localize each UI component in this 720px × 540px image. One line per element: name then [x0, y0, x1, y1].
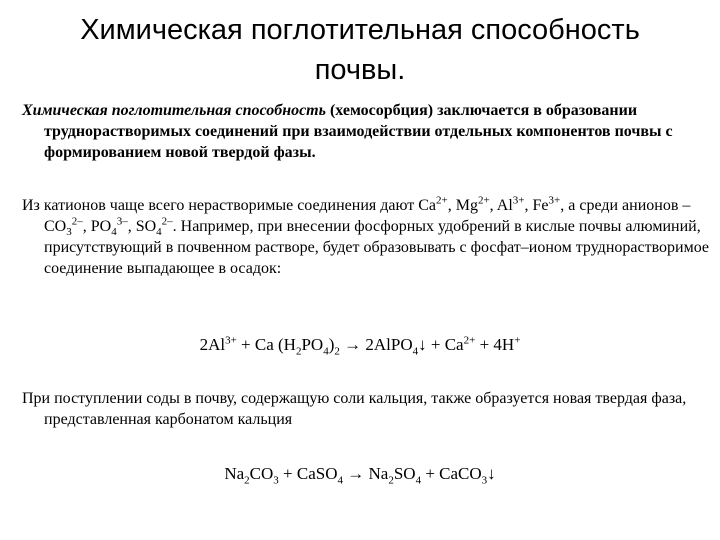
precipitate-arrow: ↓	[418, 335, 427, 354]
precipitate-arrow: ↓	[487, 464, 496, 483]
ions-intro: Из катионов чаще всего нерастворимые соединения дают	[22, 197, 419, 214]
ion-po4-charge: 3–	[116, 215, 128, 228]
ion-co3-charge: 2–	[71, 215, 83, 228]
separator: ,	[127, 218, 136, 235]
eq2-index: 2	[244, 474, 250, 487]
definition-paragraph	[22, 100, 720, 163]
separator: ,	[524, 197, 533, 214]
eq1-index: 4	[323, 345, 329, 358]
definition-term: Химическая поглотительная способность	[22, 102, 326, 119]
ion-al-charge: 3+	[512, 194, 525, 207]
anions-intro: , а среди анионов –	[560, 197, 691, 214]
ion-fe: Fe	[532, 197, 549, 214]
ion-so4-charge: 2–	[161, 215, 173, 228]
title-line-1: Химическая поглотительная способность	[80, 14, 640, 46]
eq2-index: 4	[415, 474, 422, 487]
separator: ,	[447, 197, 456, 214]
eq1-term: 2Al	[199, 335, 226, 354]
ion-co3-index: 3	[66, 226, 72, 239]
ions-paragraph	[22, 195, 720, 279]
ion-ca-charge: 2+	[436, 194, 448, 207]
reaction-arrow: →	[343, 464, 369, 483]
equation-aluminium-phosphate	[0, 333, 720, 357]
eq1-charge: +	[514, 334, 521, 347]
eq2-term: Na	[368, 464, 389, 483]
eq1-term: + 4H	[475, 335, 515, 354]
eq2-index: 2	[388, 474, 394, 487]
ion-ca: Ca	[418, 197, 436, 214]
definition-text: (хемосорбция) заключается в образовании труднорастворимых соединений при взаимодействии отдельных компонентов почвы с формированием новой твердой фазы.	[44, 102, 673, 161]
eq2-index: 3	[273, 474, 279, 487]
eq1-index: 4	[412, 345, 419, 358]
eq1-term: )	[328, 335, 335, 354]
eq2-term: + CaSO	[278, 464, 338, 483]
eq1-term: PO	[301, 335, 324, 354]
eq1-term: + Ca (H	[236, 335, 296, 354]
ion-so4-index: 4	[156, 226, 162, 239]
separator: ,	[489, 197, 497, 214]
ion-fe-charge: 3+	[548, 194, 561, 207]
eq2-term: Na	[224, 464, 245, 483]
eq2-term: CO	[249, 464, 274, 483]
soda-paragraph: При поступлении соды в почву, содержащую соли кальция, также образуется новая твердая фаза, представленная карбонатом кальция	[22, 390, 687, 428]
eq2-term: SO	[393, 464, 416, 483]
ion-mg: Mg	[455, 197, 478, 214]
eq2-term: + CaCO	[421, 464, 482, 483]
eq1-index: 2	[334, 345, 340, 358]
ion-po4: PO	[90, 218, 112, 235]
eq1-charge: 2+	[463, 334, 476, 347]
slide-title	[0, 10, 720, 90]
ion-so4: SO	[135, 218, 157, 235]
eq1-term: + Ca	[426, 335, 464, 354]
ion-co3: CO	[44, 218, 67, 235]
ion-al: Al	[496, 197, 513, 214]
eq2-index: 3	[481, 474, 488, 487]
reaction-arrow: →	[339, 335, 366, 354]
eq1-term: 2AlPO	[365, 335, 413, 354]
eq1-charge: 3+	[225, 334, 237, 347]
title-line-2: почвы.	[314, 54, 406, 86]
equation-calcium-carbonate	[0, 462, 720, 486]
ion-po4-index: 4	[111, 226, 117, 239]
ion-mg-charge: 2+	[477, 194, 490, 207]
eq2-index: 4	[337, 474, 343, 487]
separator: ,	[82, 218, 91, 235]
ions-paragraph-rest: . Например, при внесении фосфорных удобрений в кислые почвы алюминий, присутствующий в почвенном растворе, будет образовывать с фосфат–ионом труднорастворимое соединение выпадающее в осадок:	[44, 218, 710, 277]
eq1-index: 2	[295, 345, 302, 358]
